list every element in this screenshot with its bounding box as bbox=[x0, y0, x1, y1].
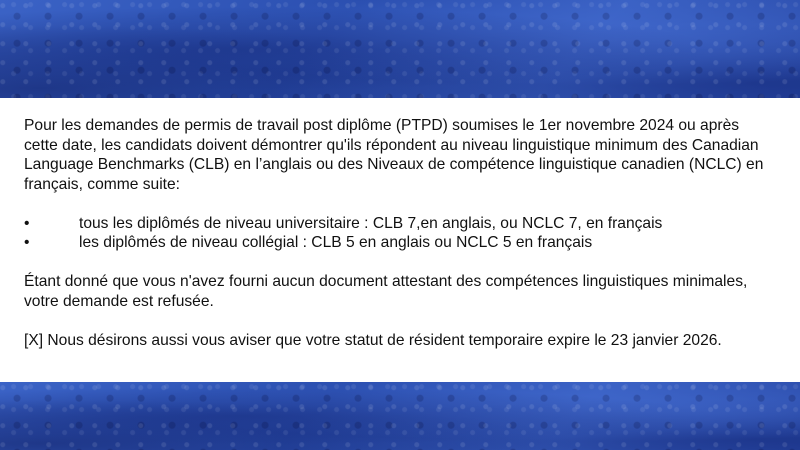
letter-body bbox=[24, 116, 764, 350]
top-decorative-band bbox=[0, 0, 800, 98]
bottom-decorative-band bbox=[0, 382, 800, 450]
bullet-text: les diplômés de niveau collégial : CLB 5 en anglais ou NCLC 5 en français bbox=[79, 234, 593, 251]
intro-paragraph: Pour les demandes de permis de travail post diplôme (PTPD) soumises le 1er novembre 2024 ou après cette date, les candidats doivent démontrer qu'ils répondent au niveau linguistique minimum des Canadian Language Benchmarks (CLB) en l’anglais ou des Niveaux de compétence linguistique canadien (NCLC) en français, comme suite: bbox=[24, 117, 764, 193]
text-panel bbox=[0, 98, 800, 382]
bullet-text: tous les diplômés de niveau universitaire : CLB 7,en anglais, ou NCLC 7, en français bbox=[79, 214, 663, 232]
bullet-item-college bbox=[24, 233, 764, 253]
bullet-marker: • bbox=[24, 234, 30, 251]
refusal-paragraph: Étant donné que vous n'avez fourni aucun document attestant des compétences linguistiques minimales, votre demande est refusée. bbox=[24, 273, 748, 310]
status-notice-paragraph: [X] Nous désirons aussi vous aviser que votre statut de résident temporaire expire le 23 janvier 2026. bbox=[24, 331, 722, 349]
bullet-item-university bbox=[24, 214, 764, 234]
bullet-marker: • bbox=[24, 214, 30, 232]
